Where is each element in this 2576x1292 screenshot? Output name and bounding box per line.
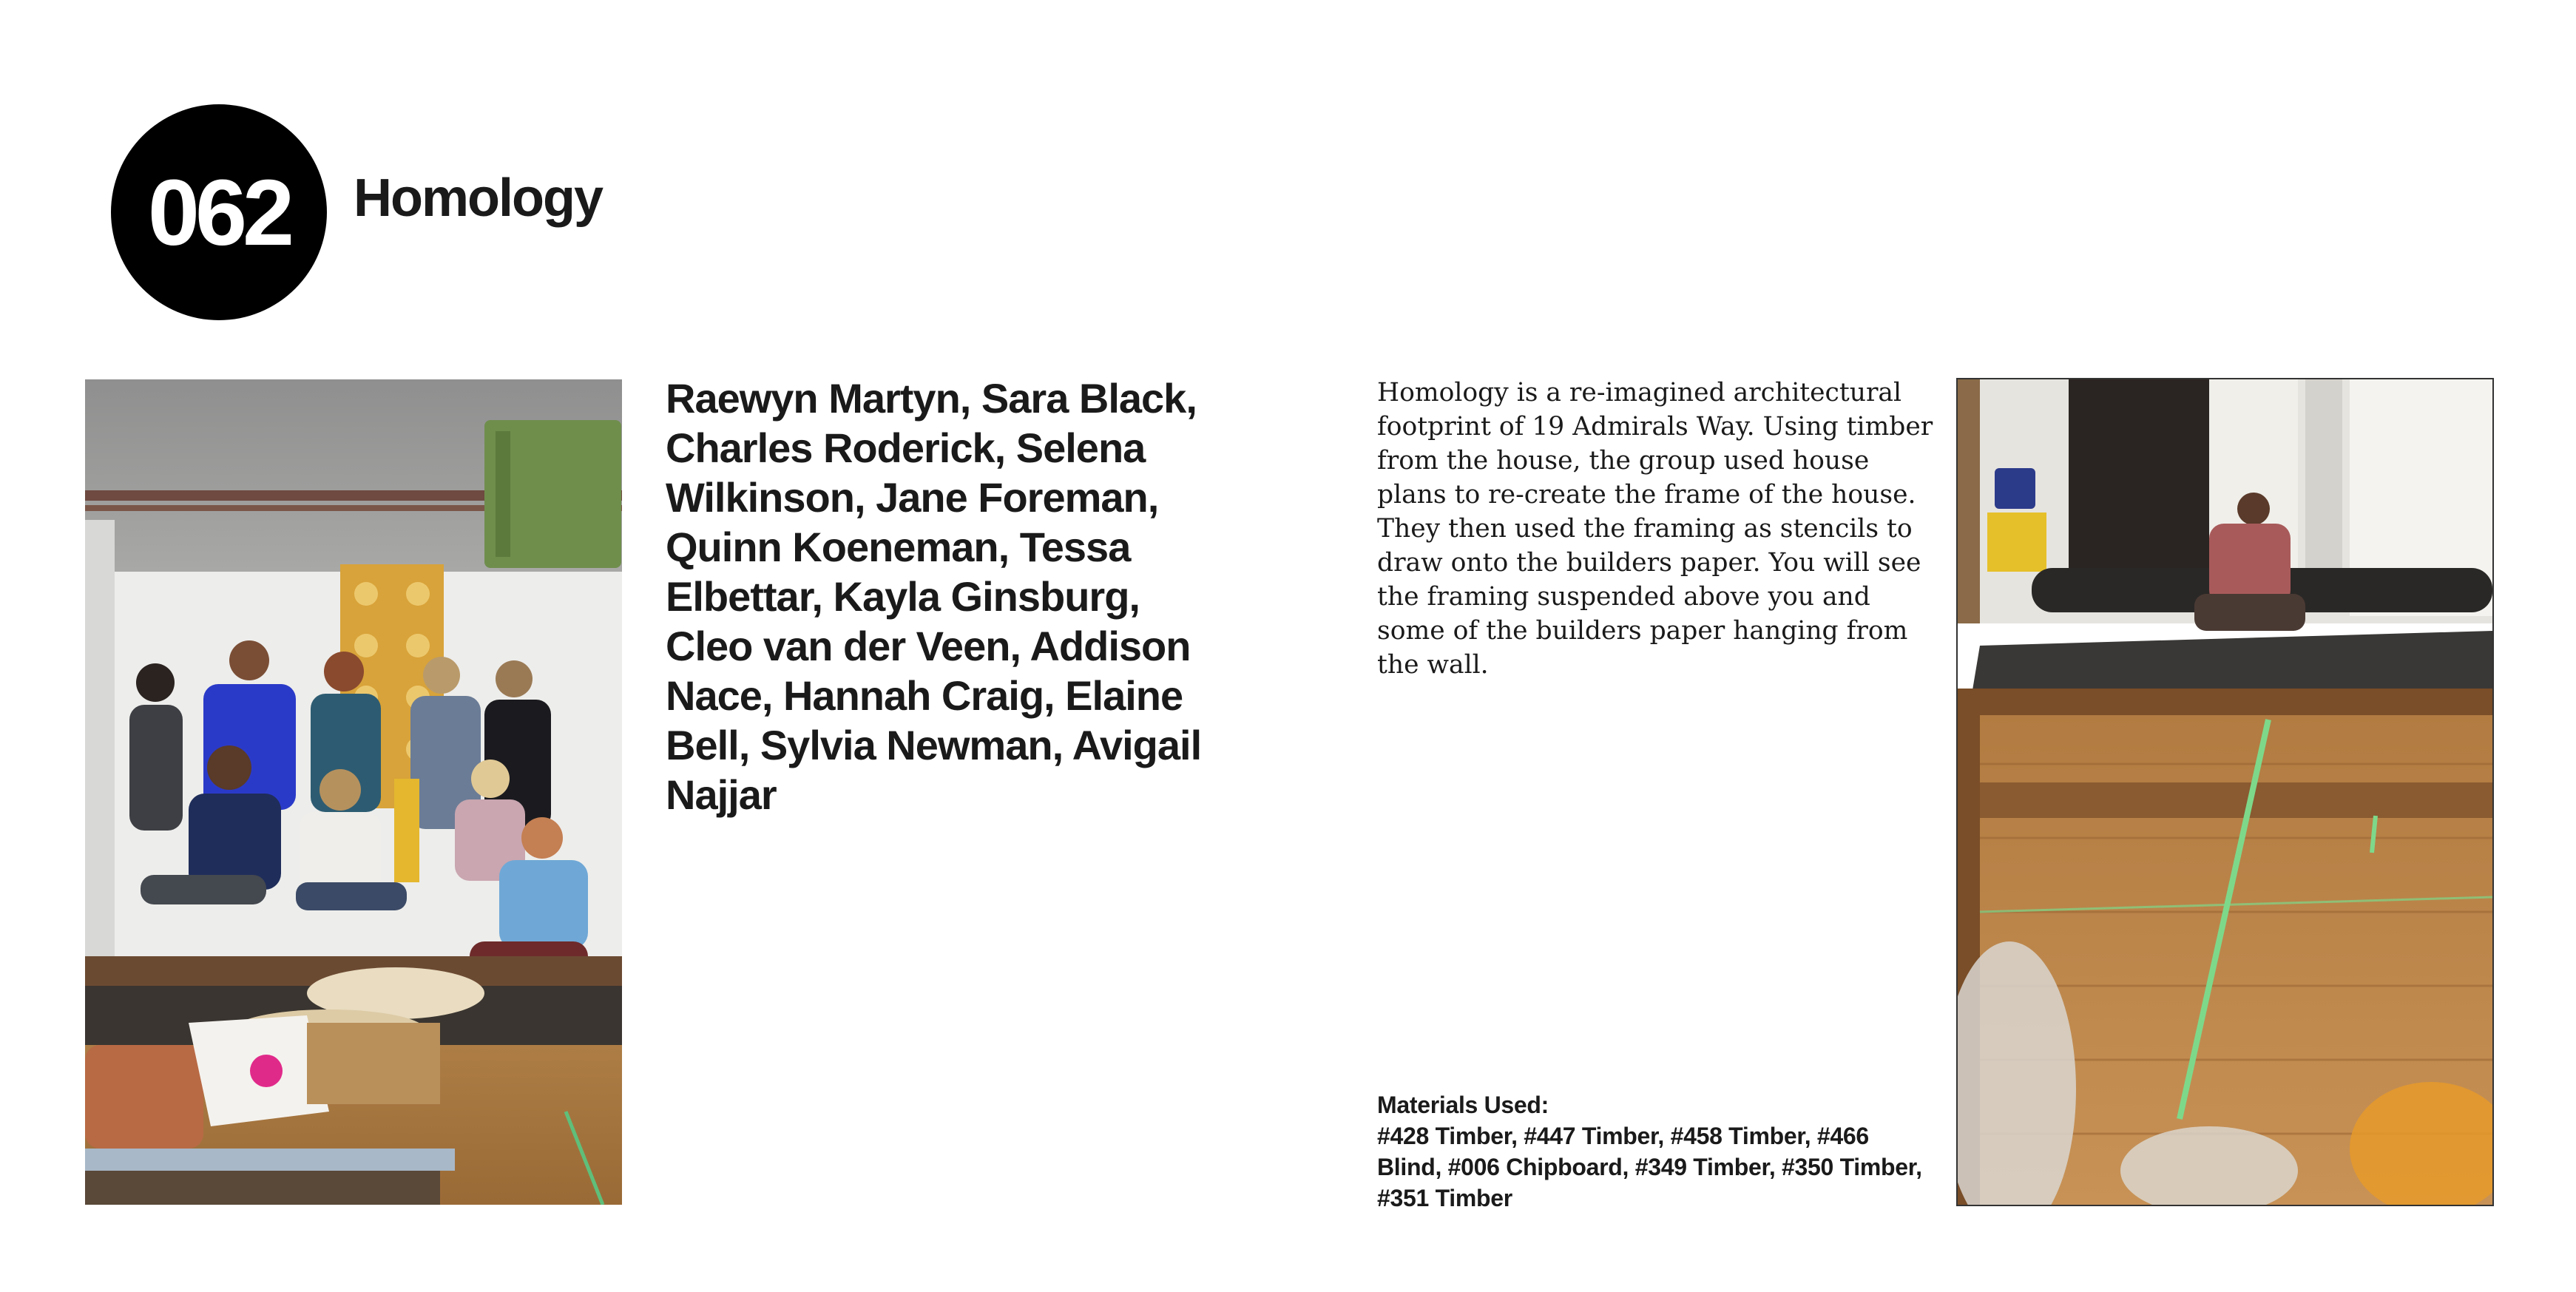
- project-title: Homology: [354, 169, 602, 228]
- materials-label: Materials Used:: [1377, 1092, 1549, 1118]
- participant-names: Raewyn Martyn, Sara Black, Charles Roderick, Selena Wilkinson, Jane Foreman, Quinn Koeneman, Tessa Elbettar, Kayla Ginsburg, Cleo van der Veen, Addison Nace, Hannah Craig, Elaine Bell, Sylvia Newman, Avigail Najjar: [666, 375, 1202, 818]
- materials-list: #428 Timber, #447 Timber, #458 Timber, #466 Blind, #006 Chipboard, #349 Timber, #350 Timber, #351 Timber: [1377, 1123, 1922, 1211]
- group-photo: [85, 379, 622, 1205]
- project-number: 062: [147, 160, 291, 265]
- installation-photo: [1958, 379, 2492, 1205]
- project-number-badge: [111, 104, 327, 320]
- project-description: Homology is a re-imagined architectural footprint of 19 Admirals Way. Using timber from the house, the group used house plans to re-create the frame of the house. They then used the framing as stencils to draw onto the builders paper. You will see the framing suspended above you and some of the builders paper hanging from the wall.: [1377, 378, 1933, 680]
- materials-used: [1377, 1089, 1939, 1214]
